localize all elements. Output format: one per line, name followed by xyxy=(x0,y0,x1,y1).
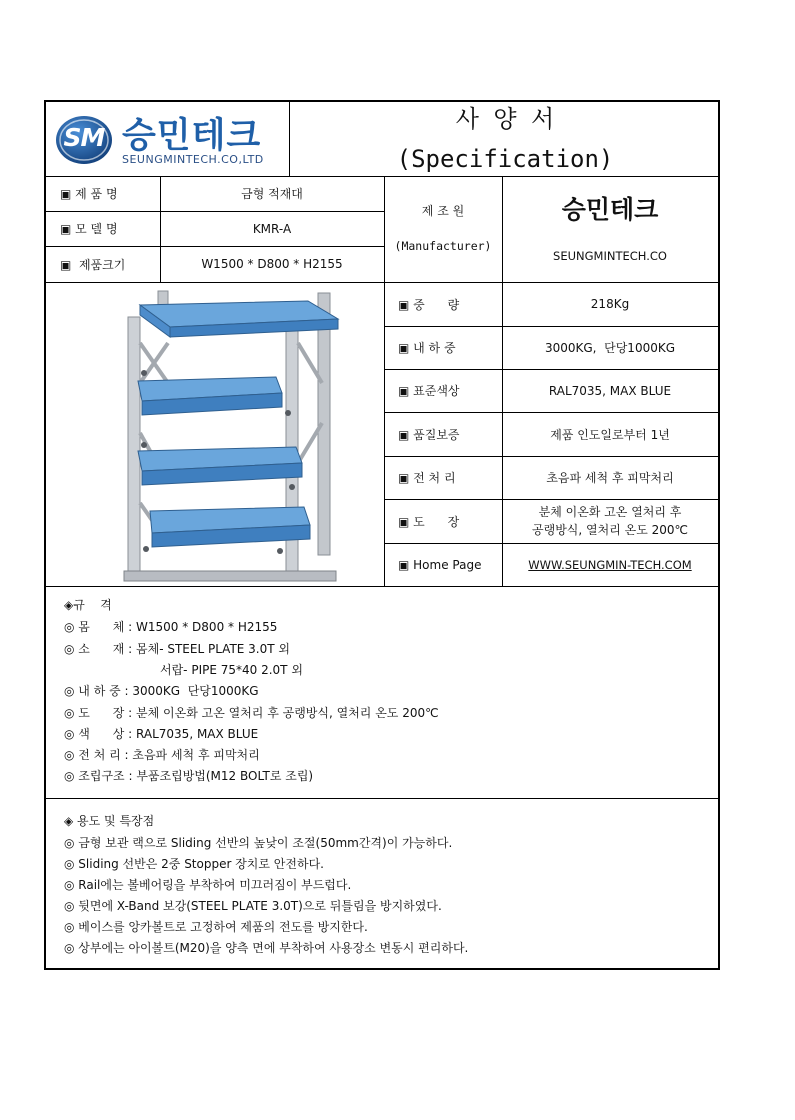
maker-label-en: (Manufacturer) xyxy=(394,239,492,253)
features-title: ◈ 용도 및 특장점 xyxy=(64,814,155,828)
standard-line-assembly: ◎ 조립구조 : 부품조립방법(M12 BOLT로 조립) xyxy=(64,769,314,783)
spec-label-color: ▣ 표준색상 xyxy=(398,384,460,398)
spec-value-painting xyxy=(502,499,718,543)
spec-label-warranty: ▣ 품질보증 xyxy=(398,427,460,442)
feature-line-4: ◎ 뒷면에 X-Band 보강(STEEL PLATE 3.0T)으로 뒤틀림을 방지하였다. xyxy=(64,899,442,913)
title-korean: 사 양 서 xyxy=(455,105,555,133)
product-image xyxy=(46,283,384,586)
spec-label-painting: ▣ 도 장 xyxy=(398,514,460,529)
standard-title-p: ◈규 격 xyxy=(64,598,112,612)
maker-name-en: SEUNGMINTECH.CO xyxy=(553,249,667,263)
spec-value-warranty: 제품 인도일로부터 1년 xyxy=(550,427,670,442)
spec-value-homepage-link[interactable]: WWW.SEUNGMIN-TECH.COM xyxy=(528,557,692,572)
size-label: ▣ 제품크기 xyxy=(60,257,126,272)
title-english: (Specification) xyxy=(396,145,614,173)
product-name-value: 금형 적재대 xyxy=(241,187,303,201)
standard-line-color: ◎ 색 상 : RAL7035, MAX BLUE xyxy=(64,727,259,741)
spec-value-color: RAL7035, MAX BLUE xyxy=(548,383,672,398)
feature-line-5: ◎ 베이스를 앙카볼트로 고정하여 제품의 전도를 방지한다. xyxy=(64,920,368,934)
logo-mark: SM xyxy=(63,123,105,152)
model-label: ▣ 모 델 명 xyxy=(60,222,118,236)
spec-value-load: 3000KG, 단당1000KG xyxy=(544,341,676,355)
spec-value-painting-line1: 분체 이온화 고온 열처리 후 xyxy=(538,505,682,519)
spec-label-homepage: ▣ Home Page xyxy=(398,557,482,572)
size-value: W1500 * D800 * H2155 xyxy=(201,257,343,271)
spec-value-painting-line2: 공랭방식, 열처리 온도 200℃ xyxy=(532,523,688,537)
standard-line-body: ◎ 몸 체 : W1500 * D800 * H2155 xyxy=(64,620,278,634)
spec-value-weight: 218Kg xyxy=(590,297,630,311)
spec-label-pretreatment: ▣ 전 처 리 xyxy=(398,471,456,485)
feature-line-6: ◎ 상부에는 아이볼트(M20)을 양측 면에 부착하여 사용장소 변동시 편리하다. xyxy=(64,941,469,955)
product-name-label: ▣ 제 품 명 xyxy=(60,187,118,201)
standard-line-painting: ◎ 도 장 : 분체 이온화 고온 열처리 후 공랭방식, 열처리 온도 200℃ xyxy=(64,706,439,720)
model-value: KMR-A xyxy=(252,221,292,236)
spec-label-weight: ▣ 중 량 xyxy=(398,297,460,312)
maker-label: 제 조 원 xyxy=(421,203,465,218)
standard-line-material: ◎ 소 재 : 몸체- STEEL PLATE 3.0T 외 xyxy=(64,642,290,656)
feature-line-3: ◎ Rail에는 볼베어링을 부착하여 미끄러짐이 부드럽다. xyxy=(64,878,352,892)
rack-illustration-icon xyxy=(46,283,384,586)
maker-name: 승민테크 xyxy=(561,195,659,224)
spec-label-load: ▣ 내 하 중 xyxy=(398,341,456,355)
standard-line-pretreatment: ◎ 전 처 리 : 초음파 세척 후 피막처리 xyxy=(64,748,260,762)
company-logo xyxy=(50,104,290,176)
spec-value-pretreatment: 초음파 세척 후 피막처리 xyxy=(546,471,674,485)
logo-subtitle: SEUNGMINTECH.CO,LTD xyxy=(122,153,264,166)
logo-name: 승민테크 xyxy=(122,116,262,156)
standard-line-drawer: 서랍- PIPE 75*40 2.0T 외 xyxy=(160,663,303,677)
feature-line-2: ◎ Sliding 선반은 2중 Stopper 장치로 안전하다. xyxy=(64,857,324,871)
standard-line-load: ◎ 내 하 중 : 3000KG 단당1000KG xyxy=(64,684,259,698)
feature-line-1: ◎ 금형 보관 랙으로 Sliding 선반의 높낮이 조절(50mm간격)이 가능하다. xyxy=(64,836,453,850)
